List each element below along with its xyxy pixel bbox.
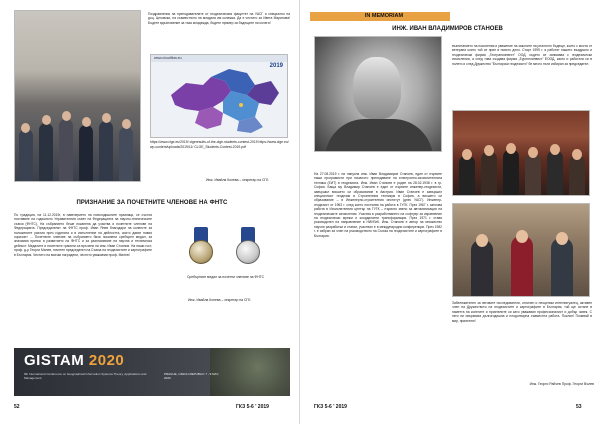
portrait-coat [325,119,433,152]
right-page [300,0,600,424]
person-head [528,147,538,158]
person-figure [547,150,563,195]
person-head [102,113,111,123]
banner-subtitle: 6th International Conference on Geographical Information Systems Theory, Applications and Management [24,372,147,380]
right-bottom-paragraph: Забележителен за неговите последователи, отличен и неоценим интелектуалец, активен член на Дружеството на геодезистите и картографите в България, той ще остане в паметта на колегите и приятелите си като уважаван професионалист и добър човек. С него ни свързваха дългогодишна и плодотворна съвместна работа. Поклон! Почивай в мир, приятелю! [452,301,592,323]
person-figure [525,153,541,195]
medal-photo [163,211,288,286]
issue-label: ГКЗ 5-6 ' 2019 [236,404,269,410]
medal-icon [236,240,260,264]
links-text: https://www.clge.eu/2019/ clgeresults-of-the-clge-students-contest-2019 https://www.clge.eu/wp-content/uploads/2019/11/ CLGE_Students-Contest-2019.pdf [150,140,289,149]
medal-image [163,211,288,273]
medal-caption: Сребърният медал за почетни членове на ФНТС [186,275,265,279]
person-figure [471,240,493,296]
banner-title-main: GISTAM [24,352,85,369]
europe-map-icon [151,55,288,138]
person-figure [119,127,133,181]
caption-author: Инж. Ивайла Колева – секретар на СГБ [206,178,269,182]
right-body-paragraph: На 27.08.2019 г. ни напусна инж. Иван Владимиров Станоев, един от първите наши програмисти при началото преподаване на електронно-изчислителната техника (ЕИТ) в геодезията. Инж. Иван Станоев е роден на 28.02.1938 г. в гр. София. Баща му Владимир Станоев е един от първите инженер-геодезисти, завършил висшето си образование в Австрия. Иван Станоев е завършил специалност геодезия в Строителния техникум в София, а висшето си образование – в Инженерно-строителния институт (днес УАСГ). Инженер-геодезист от 1963 г. след което постъпва на работа в ГУГК. През 1967 г. започва работа в Изчислителния център на ГУГК – първото звено за автоматизация на геодезическите изчисления. Участва в разработването на софтуер за изравнение на геодезически мрежи и координатни трансформации. През 1971 г. става ръководител на направление в НИИГиК. Инж. Станоев е автор на множество научни разработки и статии, участвал е в международни конференции. През 1982 г. е избран за член на ръководството на Съюза на геодезистите и картографите в България. [314,172,442,238]
caption-author: Инж. Ивайла Колева – секретар на СГБ [188,298,251,302]
person-head [122,119,131,129]
person-figure [503,149,519,195]
left-body-paragraph: По традиция, на 11.12.2019г, в навечерието на новогодишните празници, се състоя поставяне на годишното Управителния съвет на Федерацията на научно-техническите съюзи (ФНТС), На събранието беше поканена да участва и почетните членове на Федерацията. Председателят на ФНТС проф. Иван Янев благодари на колегите за положените усилия през годината и в изпълнение на дейността, които дават новия хоризонт ... Почетните членове на събранието бяха поканени сребърен медал, за значимия принос в развитието на ФНТС и за разгласяване на научна и техническа дейност. Медалите и почетните грамоти са връчени на инж. Иван Стоянов. На наши гост, проф. д-р Георги Милев, почетен председател на Съюза на геодезистите и картографите в България. Честито на всички наградени, честито уважаеми проф. Милев! [14,213,152,257]
page-number: 52 [14,404,20,410]
signature: Инж. Георги Райчев Проф. Георги Вълев [529,382,594,386]
person-head [62,111,71,121]
person-head [516,230,528,243]
person-figure [569,155,585,195]
page-number: 53 [576,404,582,410]
person-head [42,115,51,125]
person-head [550,144,560,155]
section-label-bar [310,12,450,21]
person-figure [79,125,93,181]
person-head [476,234,488,247]
person-figure [59,119,73,181]
person-figure [39,123,53,181]
section-label: IN MEMORIAM [364,13,404,19]
portrait-photo [314,36,442,152]
medal-icon [189,240,213,264]
group-photo [14,10,141,182]
map-header: www.cloudflow.eu [151,55,287,62]
person-figure [511,236,533,296]
person-head [82,117,91,127]
person-head [506,143,516,154]
award-photo [452,203,590,297]
portrait-face [353,57,401,119]
left-top-paragraph: Поздравления на преподавателите от геодезическия факултет на УАСГ и специално на доц. Цеховски, на съвместното на младата им колежка. Да е честито за Ивета Маринова! Бъдете вдъхновение за таза младежда, бъдете пример за бъдещите ни колеги! [148,12,290,25]
issue-label: ГКЗ 5-6 ' 2019 [314,404,347,410]
banner-title-year: 2020 [88,352,125,369]
europe-map-image [150,54,288,138]
person-head [484,145,494,156]
banner-tagline: PRAGUE, CZECH REPUBLIC 7 - 9 MAY, 2020 [164,372,219,380]
gistam-banner [14,348,290,396]
person-head [462,149,472,160]
person-figure [19,129,33,181]
map-year: 2019 [269,63,283,69]
banner-title [24,352,124,369]
person-head [21,123,30,133]
person-name-heading: ИНЖ. ИВАН ВЛАДИМИРОВ СТАНОЕВ [392,26,503,32]
person-figure [481,151,497,195]
person-head [556,232,568,245]
person-figure [551,238,573,296]
section-title: ПРИЗНАНИЕ ЗА ПОЧЕТНИТЕ ЧЛЕНОВЕ НА ФНТС [76,200,228,206]
person-head [572,149,582,160]
person-figure [99,121,113,181]
right-top-paragraph: възпитанието на поколения и уважение на законите на реалното бъдеще, които с моста от ветерани които той се прие в новото дело. Старт 1999 г. я работят нашето въздушно и геодезически фирма „Геотрансинвест“ ООД, където се занимава с геодезически изчисления, а след това създава фирма „Еурогеоинвест“ ЕООД, както и работата си в полето и след Дружество "Български геодезисти" бе много пъти избиран за председател. [452,44,592,66]
person-figure [459,155,475,195]
meeting-photo [452,110,590,196]
